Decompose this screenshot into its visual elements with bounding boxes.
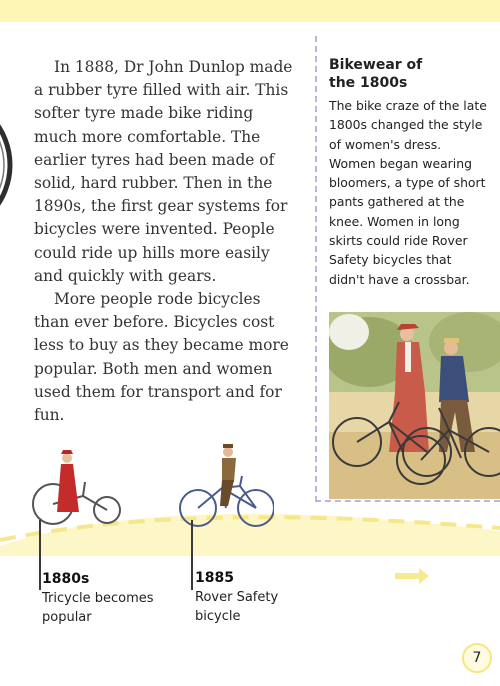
bicycle-wheel-edge-image [0, 100, 18, 230]
timeline-tick-1880s [39, 520, 41, 590]
sidebar-body-text: The bike craze of the late 1800s changed the style of women's dress. Women began wearing bloomers, a type of short pants gathered at the knee. Women in long skirts could ride Rover Safety bicycles that didn't have a crossbar. [329, 98, 487, 287]
sidebar-panel [315, 36, 500, 502]
timeline-desc-1885-line-2: bicycle [195, 609, 241, 624]
tricycle-illustration [27, 442, 123, 528]
timeline-tick-1885 [191, 520, 193, 590]
paragraph-2: More people rode bicycles than ever before. Bicycles cost less to buy as they became more popular. Both men and women used them for transport and for fun. [34, 290, 289, 425]
sidebar-title-line-2: the 1800s [329, 75, 408, 91]
victorian-cyclists-illustration [329, 312, 500, 499]
timeline-desc-1880s-line-1: Tricycle becomes [42, 591, 154, 606]
main-article-text [34, 56, 296, 427]
sidebar-title [329, 56, 499, 92]
timeline-year-1885: 1885 [195, 570, 234, 586]
timeline-desc-1880s [42, 589, 154, 627]
timeline-desc-1885 [195, 588, 278, 626]
rover-safety-bicycle-illustration [178, 440, 274, 532]
paragraph-1: In 1888, Dr John Dunlop made a rubber tyre filled with air. This softer tyre made bike riding much more comfortable. The earlier tyres had been made of solid, hard rubber. Then in the 1890s, the first gear systems for bicycles were invented. People could ride up hills more easily and quickly with gears. [34, 58, 293, 285]
top-decorative-band [0, 0, 500, 22]
sidebar-title-line-1: Bikewear of [329, 57, 423, 73]
timeline-year-1880s: 1880s [42, 571, 90, 587]
timeline-arrow-icon [395, 566, 429, 586]
timeline-desc-1880s-line-2: popular [42, 610, 92, 625]
timeline-desc-1885-line-1: Rover Safety [195, 590, 279, 605]
page-number: 7 [462, 643, 492, 673]
